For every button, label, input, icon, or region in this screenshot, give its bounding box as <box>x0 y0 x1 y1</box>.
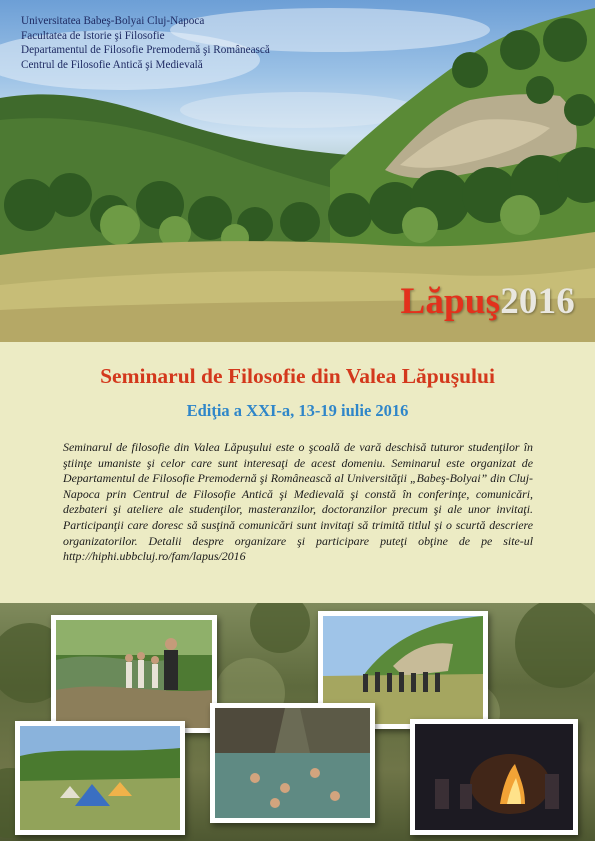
photo-swimming <box>210 703 375 823</box>
photo-campfire <box>410 719 578 835</box>
info-band <box>0 342 595 603</box>
event-edition: Ediţia a XXI-a, 13-19 iulie 2016 <box>186 401 409 420</box>
brand-year: 2016 <box>500 281 575 322</box>
hero-landscape-photo <box>0 0 595 342</box>
institution-line-university: Universitatea Babeş-Bolyai Cluj-Napoca <box>21 15 205 27</box>
event-brand <box>400 280 575 323</box>
event-description: Seminarul de filosofie din Valea Lăpuşului este o şcoală de vară deschisă tuturor studenţilor în ştiinţe umaniste şi celor care sunt interesaţi de acest domeniu. Seminarul este organizat de Departamentul de Filosofie Premodernă şi Românească al Universităţii „Babeş-Bolyai” din Cluj-Napoca prin Centrul de Filosofie Antică şi Medievală şi constă în conferinţe, comunicări, dezbateri şi ateliere ale studenţilor, masteranzilor, doctoranzilor precum şi ale unor invitaţi. Participanţii care doresc să susţină comunicări sunt invitaţi să trimită titlul şi o scurtă descriere organizatorilor. Detalii despre organizare şi participare puteţi obţine de pe site-ul http://hiphi.ubbcluj.ro/fam/lapus/2016 <box>63 440 533 564</box>
institution-line-faculty: Facultatea de Istorie şi Filosofie <box>21 29 165 42</box>
photo-tents <box>15 721 185 835</box>
event-title: Seminarul de Filosofie din Valea Lăpuşului <box>100 364 495 388</box>
photo-river-group <box>51 615 217 733</box>
institution-line-department: Departamentul de Filosofie Premodernă şi Românească <box>21 44 270 57</box>
institution-line-centre: Centrul de Filosofie Antică şi Medievală <box>21 58 203 71</box>
photo-collage <box>0 603 595 841</box>
institution-list <box>21 14 270 72</box>
brand-place: Lăpuş <box>400 281 501 322</box>
